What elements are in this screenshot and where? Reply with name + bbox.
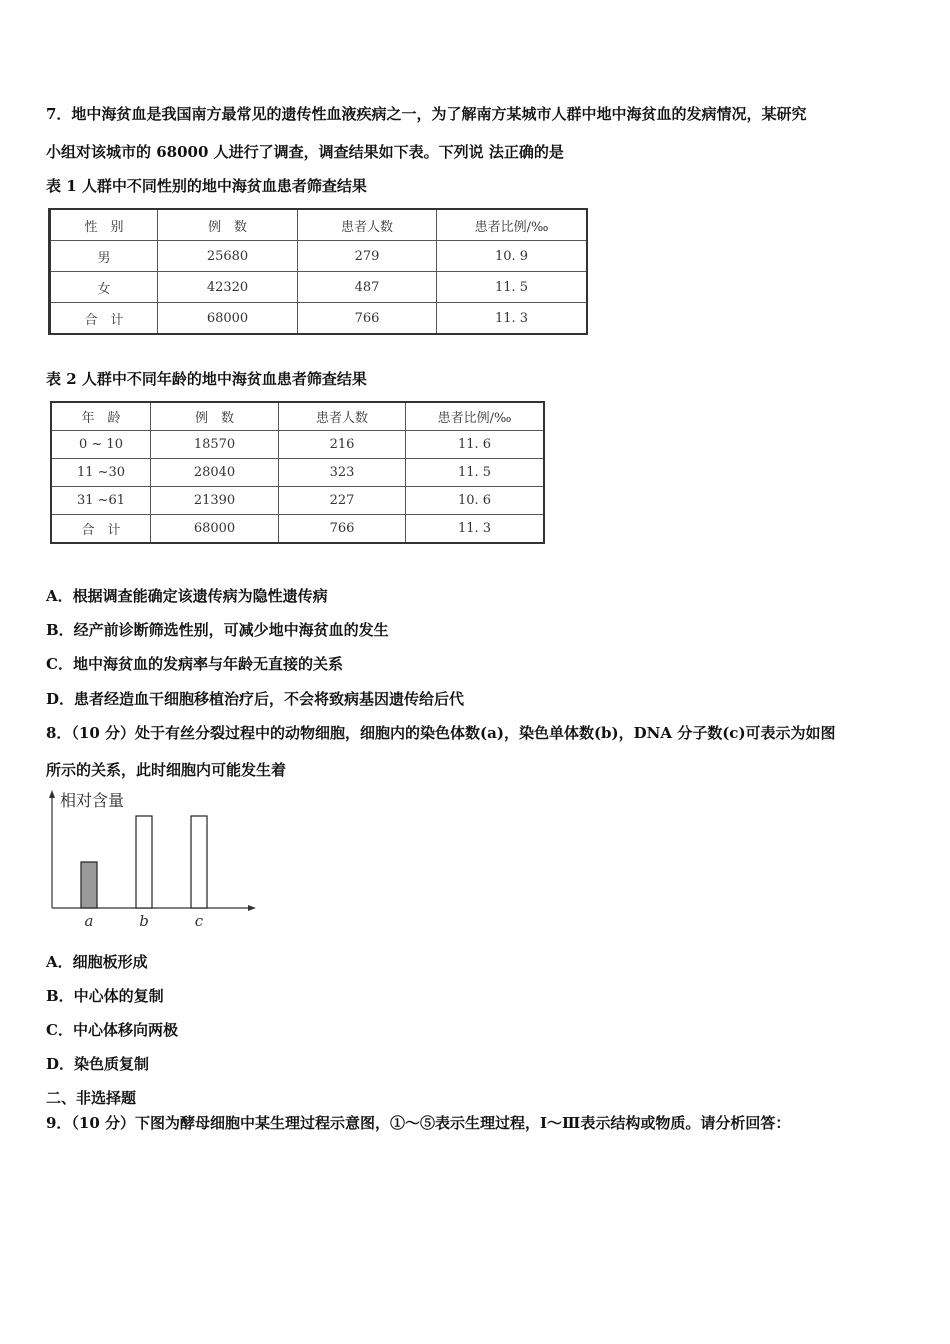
table-cell: 11. 3 <box>406 515 545 544</box>
q8-line2: 所示的关系，此时细胞内可能发生着 <box>46 761 287 779</box>
table-cell: 31 ~61 <box>51 487 151 515</box>
table-cell: 11 ~30 <box>51 459 151 487</box>
table-cell: 11. 5 <box>437 272 588 303</box>
bar-c <box>191 816 207 908</box>
table-cell: 28040 <box>151 459 279 487</box>
table-cell: 0 ~ 10 <box>51 431 151 459</box>
q8-option-a: A．细胞板形成 <box>46 953 148 971</box>
table2 <box>50 401 545 544</box>
chart-tick-labels <box>85 912 204 930</box>
table1 <box>48 208 588 335</box>
table-row <box>50 303 588 335</box>
y-axis-arrow <box>49 790 55 798</box>
table-row <box>51 459 544 487</box>
table1-header: 例 数 <box>158 209 298 241</box>
bar-b <box>136 816 152 908</box>
q7-option-c: C．地中海贫血的发病率与年龄无直接的关系 <box>46 655 343 673</box>
q9-line1: 9．（10 分）下图为酵母细胞中某生理过程示意图，①～⑤表示生理过程，Ⅰ～Ⅲ表示结构或物质。请分析回答： <box>46 1114 791 1132</box>
table2-header: 患者人数 <box>279 402 406 431</box>
table-cell: 279 <box>298 241 437 272</box>
q7-line1: 7．地中海贫血是我国南方最常见的遗传性血液疾病之一，为了解南方某城市人群中地中海贫血的发病情况，某研究 <box>46 105 807 123</box>
q8-option-d: D．染色质复制 <box>46 1055 150 1073</box>
table-cell: 11. 5 <box>406 459 545 487</box>
table1-header: 患者人数 <box>298 209 437 241</box>
bar-a <box>81 862 97 908</box>
table-cell: 合 计 <box>50 303 158 335</box>
tick-label-b: b <box>139 912 149 930</box>
table-cell: 10. 9 <box>437 241 588 272</box>
table1-header-row <box>50 209 588 241</box>
table-cell: 227 <box>279 487 406 515</box>
x-axis-arrow <box>248 905 256 911</box>
table-cell: 合 计 <box>51 515 151 544</box>
table1-header: 患者比例/‰ <box>437 209 588 241</box>
table-cell: 766 <box>279 515 406 544</box>
q7-option-a: A．根据调查能确定该遗传病为隐性遗传病 <box>46 587 328 605</box>
table-cell: 25680 <box>158 241 298 272</box>
chart-bars <box>81 816 207 908</box>
table-cell: 11. 6 <box>406 431 545 459</box>
table-cell: 487 <box>298 272 437 303</box>
q8-option-c: C．中心体移向两极 <box>46 1021 178 1039</box>
table-row <box>51 431 544 459</box>
q7-line2: 小组对该城市的 68000 人进行了调查，调查结果如下表。下列说 法正确的是 <box>46 143 564 161</box>
bar-chart <box>44 786 264 936</box>
table-cell: 216 <box>279 431 406 459</box>
tick-label-a: a <box>84 912 94 930</box>
table1-title: 表 1 人群中不同性别的地中海贫血患者筛查结果 <box>46 177 367 195</box>
table-cell: 11. 3 <box>437 303 588 335</box>
q7-option-d: D．患者经造血干细胞移植治疗后，不会将致病基因遗传给后代 <box>46 690 465 708</box>
section-heading: 二、非选择题 <box>46 1089 137 1107</box>
tick-label-c: c <box>194 912 204 930</box>
table2-header: 例 数 <box>151 402 279 431</box>
table1-header: 性 别 <box>50 209 158 241</box>
table-cell: 68000 <box>151 515 279 544</box>
table2-header: 年 龄 <box>51 402 151 431</box>
table2-header: 患者比例/‰ <box>406 402 545 431</box>
q7-option-b: B．经产前诊断筛选性别，可减少地中海贫血的发生 <box>46 621 389 639</box>
table-cell: 766 <box>298 303 437 335</box>
table-cell: 323 <box>279 459 406 487</box>
table-row <box>50 272 588 303</box>
chart-ylabel: 相对含量 <box>60 791 125 810</box>
table2-title: 表 2 人群中不同年龄的地中海贫血患者筛查结果 <box>46 370 367 388</box>
table-cell: 18570 <box>151 431 279 459</box>
table-cell: 10. 6 <box>406 487 545 515</box>
q8-line1: 8．（10 分）处于有丝分裂过程中的动物细胞，细胞内的染色体数(a)，染色单体数(b)，DNA 分子数(c)可表示为如图 <box>46 724 836 742</box>
table-cell: 42320 <box>158 272 298 303</box>
table-cell: 女 <box>50 272 158 303</box>
table-cell: 68000 <box>158 303 298 335</box>
table2-header-row <box>51 402 544 431</box>
table-row <box>50 241 588 272</box>
q8-option-b: B．中心体的复制 <box>46 987 164 1005</box>
table-cell: 21390 <box>151 487 279 515</box>
table-row <box>51 515 544 544</box>
table-cell: 男 <box>50 241 158 272</box>
table-row <box>51 487 544 515</box>
